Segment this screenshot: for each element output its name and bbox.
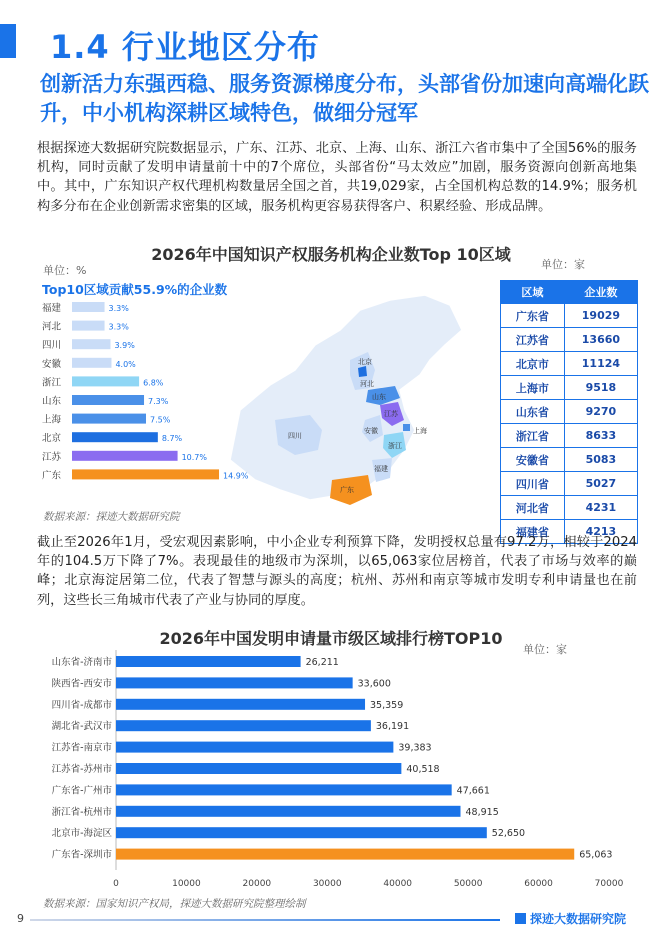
map-label: 山东: [372, 393, 386, 401]
chart1-value-label: 8.7%: [161, 434, 183, 444]
section-title: 1.4 行业地区分布: [50, 28, 320, 66]
chart1-category-label: 安徽: [42, 358, 62, 370]
map-label: 福建: [374, 465, 388, 473]
chart1-bar: [72, 414, 146, 424]
table-cell-region: 安徽省: [501, 448, 565, 472]
chart1-value-label: 7.5%: [150, 415, 171, 425]
table-row: [501, 496, 638, 520]
chart2-value-label: 48,915: [465, 806, 499, 818]
chart1-value-label: 7.3%: [148, 397, 169, 406]
chart2-bar: [116, 656, 301, 667]
chart2-bar: [116, 763, 401, 774]
table-cell-count: 9270: [564, 400, 637, 424]
table-cell-count: 4231: [564, 496, 637, 520]
body-paragraph-2: 截止至2026年1月，受宏观因素影响，中小企业专利预算下降，发明授权总量有97.2万，相较于2024年的104.5万下降了7%。表现最佳的地级市为深圳，以65,063家位居榜首，代表了市场与效率的巅峰；北京海淀居第二位，代表了智慧与源头的高度；杭州、苏州和南京等城市发明专利申请量也在前列，这些长三角城市代表了产业与协同的厚度。: [37, 535, 637, 608]
chart1-value-label: 3.3%: [108, 322, 129, 332]
table-row: [501, 376, 638, 400]
footer-brand-text: 探迹大数据研究院: [530, 912, 627, 926]
chart2-value-label: 33,600: [357, 678, 391, 690]
table-cell-region: 北京市: [501, 352, 565, 376]
chart2-category-label: 江苏省-苏州市: [51, 764, 112, 775]
china-map-outline: [230, 295, 462, 500]
chart1-source: 数据来源：探迹大数据研究院: [43, 511, 180, 523]
chart1-bar: [72, 358, 111, 368]
chart2-category-label: 北京市-海淀区: [51, 828, 112, 840]
chart2-tick-label: 0: [113, 879, 119, 889]
chart1-category-label: 广东: [42, 470, 62, 482]
table-cell-count: 8633: [564, 424, 637, 448]
chart1-category-label: 福建: [42, 303, 62, 314]
chart2-value-label: 39,383: [398, 742, 432, 754]
table-cell-region: 浙江省: [501, 424, 565, 448]
table-cell-region: 河北省: [501, 496, 565, 520]
table-header-count: 企业数: [564, 281, 637, 304]
table-cell-count: 4213: [564, 520, 637, 544]
chart2-category-label: 湖北省-武汉市: [51, 721, 112, 733]
chart1-title: 2026年中国知识产权服务机构企业数Top 10区域: [151, 245, 511, 264]
chart2-value-label: 26,211: [305, 657, 339, 668]
chart2-value-label: 47,661: [456, 785, 490, 797]
chart1-bar: [72, 451, 178, 461]
table-cell-region: 上海市: [501, 376, 565, 400]
chart1-bar: [72, 302, 105, 312]
chart1-bar: [72, 395, 144, 405]
table-cell-count: 13660: [564, 328, 637, 352]
chart1-value-label: 4.0%: [115, 359, 136, 369]
chart1-unit-percent: 单位：%: [43, 264, 87, 277]
chart1-top10-note: Top10区域贡献55.9%的企业数: [42, 282, 228, 297]
chart2-bar: [116, 827, 487, 838]
chart2-bar: [116, 849, 574, 860]
chart1-bars: [40, 298, 249, 498]
table-unit: 单位：家: [541, 258, 585, 271]
section-marker: [0, 24, 16, 58]
chart1-category-label: 山东: [42, 396, 62, 407]
table-cell-count: 19029: [564, 304, 637, 328]
table-row: [501, 304, 638, 328]
chart2-tick-label: 70000: [594, 879, 624, 889]
chart1-value-label: 3.9%: [114, 341, 135, 351]
chart2-category-label: 广东省-深圳市: [51, 849, 112, 861]
chart2-category-label: 山东省-济南市: [51, 657, 112, 668]
chart2-bar: [116, 806, 461, 817]
table-header-row: [501, 281, 638, 304]
chart2-tick-label: 20000: [242, 879, 272, 889]
region-shanghai: [403, 424, 410, 431]
table-cell-region: 四川省: [501, 472, 565, 496]
table-cell-count: 5027: [564, 472, 637, 496]
section-subtitle: 创新活力东强西稳、服务资源梯度分布，头部省份加速向高端化跃升，中小机构深耕区域特色，做细分冠军: [40, 72, 649, 125]
chart2-value-label: 52,650: [491, 828, 526, 840]
table-row: [501, 424, 638, 448]
table-cell-region: 福建省: [501, 520, 565, 544]
table-row: [501, 352, 638, 376]
table-row: [501, 328, 638, 352]
chart2-tick-label: 30000: [312, 879, 342, 889]
body-paragraph-1: 根据探迹大数据研究院数据显示，广东、江苏、北京、上海、山东、浙江六省市集中了全国56%的服务机构，同时贡献了发明申请量前十中的7个席位，头部省份“马太效应”加剧，服务资源向创新高地集中。其中，广东知识产权代理机构数量居全国之首，共19,029家，占全国机构总数的14.9%；服务机构多分布在企业创新需求密集的区域，服务机构更容易获得客户、积累经验、形成品牌。: [37, 141, 637, 214]
chart1-category-label: 江苏: [42, 451, 62, 463]
table-cell-region: 广东省: [501, 304, 565, 328]
chart2-bars: [30, 648, 650, 888]
chart2-bar: [116, 699, 365, 710]
chart1-value-label: 3.3%: [108, 304, 129, 313]
map-label: 上海: [413, 427, 427, 435]
table-cell-region: 山东省: [501, 400, 565, 424]
chart1-value-label: 10.7%: [181, 452, 207, 462]
chart2-category-label: 浙江省-杭州市: [51, 806, 112, 818]
table-cell-count: 5083: [564, 448, 637, 472]
chart1-category-label: 浙江: [42, 377, 62, 389]
map-label: 江苏: [384, 410, 398, 418]
chart2-bar: [116, 677, 353, 688]
chart2-value-label: 35,359: [370, 699, 404, 711]
page-number: 9: [17, 912, 24, 925]
table-body: [501, 304, 638, 544]
chart2-value-label: 65,063: [579, 849, 613, 861]
chart2-title: 2026年中国发明申请量市级区域排行榜TOP10: [159, 629, 503, 648]
map-label: 安徽: [364, 427, 378, 435]
chart1-value-label: 14.9%: [223, 471, 249, 481]
chart2-value-label: 40,518: [406, 764, 440, 775]
brand-logo-icon: [515, 913, 526, 924]
map-label: 四川: [288, 432, 302, 440]
chart1-category-label: 河北: [42, 321, 62, 333]
chart2-unit: 单位：家: [523, 643, 567, 656]
chart2-tick-label: 40000: [383, 879, 413, 889]
chart2-category-label: 江苏省-南京市: [51, 742, 112, 754]
chart2-tick-label: 60000: [524, 879, 553, 889]
chart2-source: 数据来源：国家知识产权局，探迹大数据研究院整理绘制: [43, 898, 306, 910]
table-row: [501, 448, 638, 472]
chart2-bar: [116, 720, 371, 731]
table-cell-count: 11124: [564, 352, 637, 376]
map-label: 河北: [360, 380, 374, 388]
table-header-region: 区域: [501, 281, 565, 304]
chart2-category-label: 陕西省-西安市: [51, 678, 112, 690]
chart1-category-label: 上海: [42, 414, 62, 426]
chart2-tick-label: 10000: [172, 879, 201, 889]
map-label: 浙江: [388, 442, 402, 450]
chart1-bar: [72, 469, 219, 479]
chart2-category-label: 广东省-广州市: [51, 785, 112, 797]
chart2-category-label: 四川省-成都市: [51, 699, 112, 711]
chart1-bar: [72, 321, 105, 331]
map-label: 北京: [358, 358, 372, 366]
chart2-value-label: 36,191: [375, 721, 410, 733]
chart2-tick-label: 50000: [453, 879, 483, 889]
region-table: [500, 280, 638, 544]
map-label: 广东: [340, 486, 354, 494]
table-row: [501, 400, 638, 424]
table-cell-count: 9518: [564, 376, 637, 400]
chart1-category-label: 四川: [42, 340, 62, 352]
chart1-bar: [72, 376, 139, 386]
table-cell-region: 江苏省: [501, 328, 565, 352]
table-row: [501, 472, 638, 496]
chart2-bar: [116, 742, 393, 753]
footer-brand: [515, 910, 626, 927]
china-map: [200, 290, 500, 515]
chart1-category-label: 北京: [42, 433, 62, 445]
chart2-bar: [116, 784, 452, 795]
chart1-bar: [72, 432, 158, 442]
chart1-value-label: 6.8%: [143, 378, 164, 388]
chart1-bar: [72, 339, 110, 349]
footer-rule: [30, 919, 500, 921]
